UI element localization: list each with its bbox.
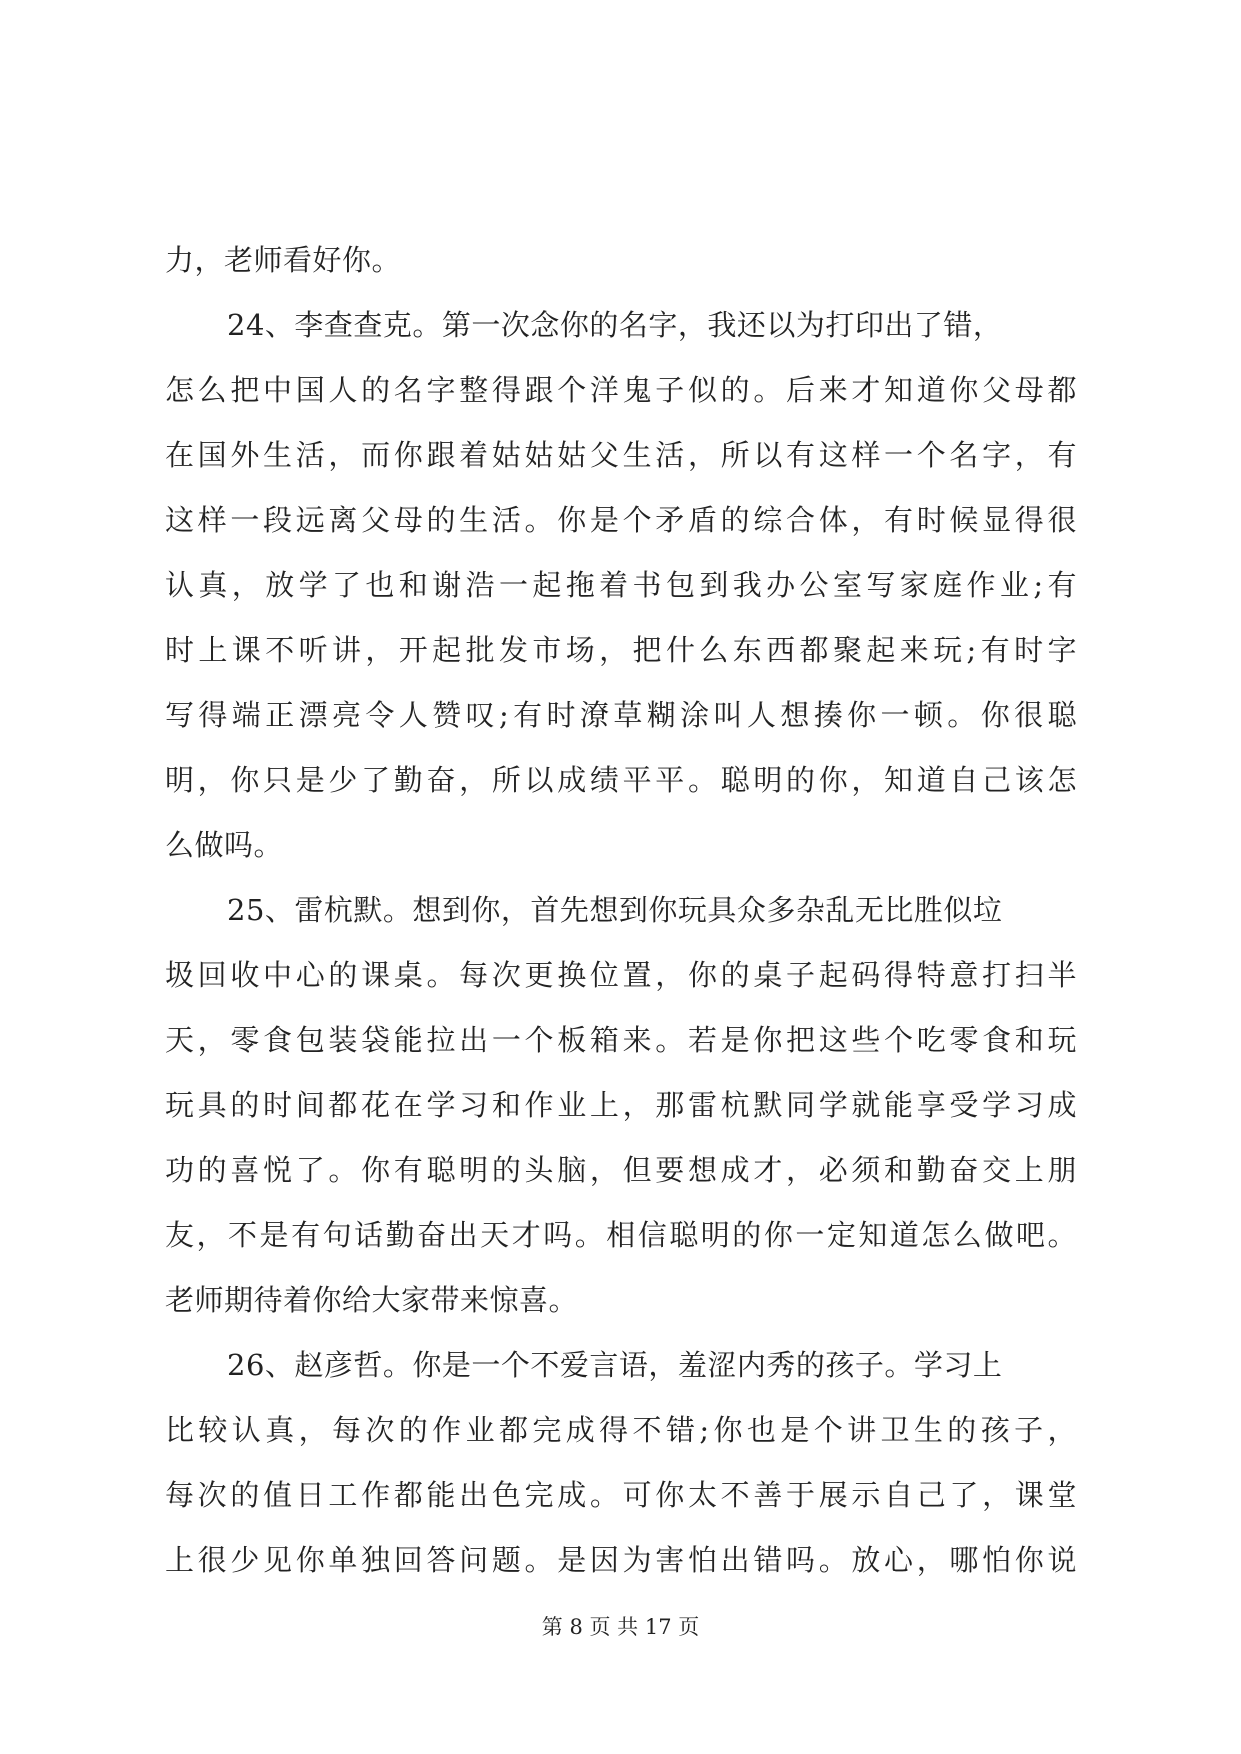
text-line: 认真，放学了也和谢浩一起拖着书包到我办公室写家庭作业;有 (165, 568, 1077, 602)
text-line: 明，你只是少了勤奋，所以成绩平平。聪明的你，知道自己该怎 (165, 763, 1077, 797)
text-line: 写得端正漂亮令人赞叹;有时潦草糊涂叫人想揍你一顿。你很聪 (165, 698, 1077, 732)
text-line: 上很少见你单独回答问题。是因为害怕出错吗。放心，哪怕你说 (165, 1543, 1077, 1577)
page-number-footer: 第 8 页 共 17 页 (541, 1615, 700, 1639)
document-body (165, 228, 1077, 1593)
text-line: 24、李查查克。第一次念你的名字，我还以为打印出了错， (227, 308, 1003, 342)
text-line: 怎么把中国人的名字整得跟个洋鬼子似的。后来才知道你父母都 (165, 373, 1077, 407)
text-line: 力，老师看好你。 (165, 243, 402, 277)
text-line: 时上课不听讲，开起批发市场，把什么东西都聚起来玩;有时字 (165, 633, 1077, 667)
text-line: 玩具的时间都花在学习和作业上，那雷杭默同学就能享受学习成 (165, 1088, 1077, 1122)
text-line: 在国外生活，而你跟着姑姑姑父生活，所以有这样一个名字，有 (165, 438, 1077, 472)
text-line: 每次的值日工作都能出色完成。可你太不善于展示自己了，课堂 (165, 1478, 1077, 1512)
text-line: 25、雷杭默。想到你，首先想到你玩具众多杂乱无比胜似垃 (227, 893, 1003, 927)
text-line: 功的喜悦了。你有聪明的头脑，但要想成才，必须和勤奋交上朋 (165, 1153, 1077, 1187)
text-line: 比较认真，每次的作业都完成得不错;你也是个讲卫生的孩子， (165, 1413, 1077, 1447)
text-line: 友，不是有句话勤奋出天才吗。相信聪明的你一定知道怎么做吧。 (165, 1218, 1077, 1252)
text-line: 这样一段远离父母的生活。你是个矛盾的综合体，有时候显得很 (165, 503, 1077, 537)
text-line: 26、赵彦哲。你是一个不爱言语，羞涩内秀的孩子。学习上 (227, 1348, 1003, 1382)
text-line: 么做吗。 (165, 828, 284, 862)
text-line: 老师期待着你给大家带来惊喜。 (165, 1283, 579, 1317)
text-line: 圾回收中心的课桌。每次更换位置，你的桌子起码得特意打扫半 (165, 958, 1077, 992)
text-line: 天，零食包装袋能拉出一个板箱来。若是你把这些个吃零食和玩 (165, 1023, 1077, 1057)
